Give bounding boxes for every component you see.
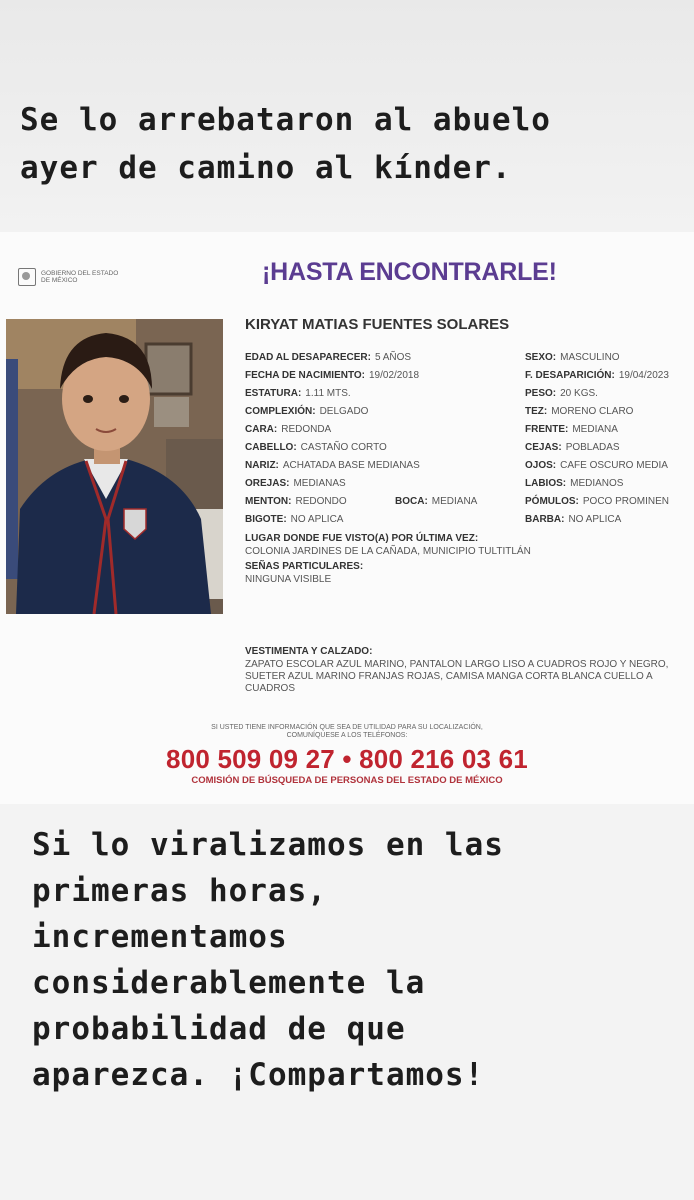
field-8 — [245, 496, 347, 508]
field-9 — [245, 514, 343, 526]
missing-person-poster — [0, 232, 694, 804]
field-5 — [525, 442, 620, 454]
field-label: TEZ: — [525, 406, 548, 417]
field-label: ESTATURA: — [245, 388, 302, 399]
field-2 — [245, 388, 351, 400]
field-label: CEJAS: — [525, 442, 562, 453]
story-bottom-text: Si lo viralizamos en las primeras horas, incrementamos considerablemente la probabilidad de que aparezca. ¡Compartamos! — [32, 827, 504, 1093]
field-8 — [525, 496, 669, 508]
field-value: POCO PROMINEN — [582, 496, 670, 507]
field-label: CABELLO: — [245, 442, 297, 453]
field-label: OJOS: — [525, 460, 557, 471]
field-label: SEXO: — [525, 352, 557, 363]
marks-label: SEÑAS PARTICULARES: — [245, 561, 364, 572]
field-label: MENTON: — [245, 496, 292, 507]
field-value: MEDIANOS — [570, 478, 624, 489]
field-value: CASTAÑO CORTO — [300, 442, 387, 453]
field-0 — [245, 352, 411, 364]
phone-numbers: 800 509 09 27 • 800 216 03 61 — [166, 744, 528, 774]
marks-value: NINGUNA VISIBLE — [245, 574, 332, 585]
field-value: NO APLICA — [568, 514, 622, 525]
field-value: ACHATADA BASE MEDIANAS — [282, 460, 420, 471]
story-top-panel — [0, 0, 694, 232]
field-9 — [525, 514, 621, 526]
poster-headline: ¡HASTA ENCONTRARLE! — [262, 258, 557, 286]
field-value: DELGADO — [319, 406, 369, 417]
seal-icon — [18, 268, 36, 286]
field-label: BARBA: — [525, 514, 565, 525]
person-name: KIRYAT MATIAS FUENTES SOLARES — [245, 316, 510, 333]
field-0 — [525, 352, 620, 364]
field-label: FECHA DE NACIMIENTO: — [245, 370, 365, 381]
field-1 — [525, 370, 669, 382]
clothing-label: VESTIMENTA Y CALZADO: — [245, 646, 373, 657]
child-photo — [6, 319, 223, 614]
field-label: LABIOS: — [525, 478, 567, 489]
field-value: POBLADAS — [565, 442, 620, 453]
field-label: FRENTE: — [525, 424, 569, 435]
info-text: SI USTED TIENE INFORMACIÓN QUE SEA DE UTILIDAD PARA SU LOCALIZACIÓN, COMUNÍQUESE A LOS TELÉFONOS: — [211, 724, 483, 739]
clothing-value: ZAPATO ESCOLAR AZUL MARINO, PANTALON LARGO LISO A CUADROS ROJO Y NEGRO, SUETER AZUL MARINO FRANJAS ROJAS, CAMISA MANGA CORTA BLANCA CUELLO A CUADROS — [245, 659, 669, 694]
field-label: COMPLEXIÓN: — [245, 406, 316, 417]
field-7 — [525, 478, 623, 490]
field-label: BIGOTE: — [245, 514, 287, 525]
field-6 — [525, 460, 668, 472]
last-seen-label: LUGAR DONDE FUE VISTO(A) POR ÚLTIMA VEZ: — [245, 533, 479, 544]
field-value: CAFE OSCURO MEDIA — [560, 460, 668, 471]
field-value: MEDIANAS — [293, 478, 346, 489]
field-2 — [525, 388, 598, 400]
field-1 — [245, 370, 419, 382]
field-6 — [245, 460, 420, 472]
field-label: PESO: — [525, 388, 557, 399]
field-value: REDONDA — [281, 424, 332, 435]
story-top-text: Se lo arrebataron al abuelo ayer de camino al kínder. — [20, 102, 551, 186]
field-value: MORENO CLARO — [551, 406, 634, 417]
field-7 — [245, 478, 346, 490]
field-value: MEDIANA — [572, 424, 618, 435]
field-4 — [245, 424, 331, 436]
field-value: NO APLICA — [290, 514, 344, 525]
field-value: 1.11 MTS. — [305, 388, 351, 399]
field-4 — [525, 424, 618, 436]
last-seen-value: COLONIA JARDINES DE LA CAÑADA, MUNICIPIO TULTITLÁN — [245, 546, 531, 557]
field-label: NARIZ: — [245, 460, 279, 471]
commission-name: COMISIÓN DE BÚSQUEDA DE PERSONAS DEL ESTADO DE MÉXICO — [191, 775, 503, 786]
field-3 — [245, 406, 368, 418]
field-value: 20 KGS. — [560, 388, 598, 399]
story-bottom-panel — [0, 804, 694, 1200]
field-label: PÓMULOS: — [525, 496, 579, 507]
field-label: F. DESAPARICIÓN: — [525, 370, 615, 381]
government-logo — [18, 268, 121, 286]
field-value: 19/04/2023 — [618, 370, 669, 381]
field-value: 5 AÑOS — [374, 352, 412, 363]
field-3 — [525, 406, 633, 418]
field-5 — [245, 442, 387, 454]
field-value: MASCULINO — [560, 352, 620, 363]
logo-text: GOBIERNO DEL ESTADO DE MÉXICO — [41, 270, 119, 284]
field-label: EDAD AL DESAPARECER: — [245, 352, 371, 363]
field-label: CARA: — [245, 424, 278, 435]
field-value: REDONDO — [295, 496, 347, 507]
field-boca: BOCA: MEDIANA — [395, 496, 478, 507]
field-value: 19/02/2018 — [369, 370, 420, 381]
field-label: OREJAS: — [245, 478, 290, 489]
child-photo-illustration — [6, 319, 223, 614]
